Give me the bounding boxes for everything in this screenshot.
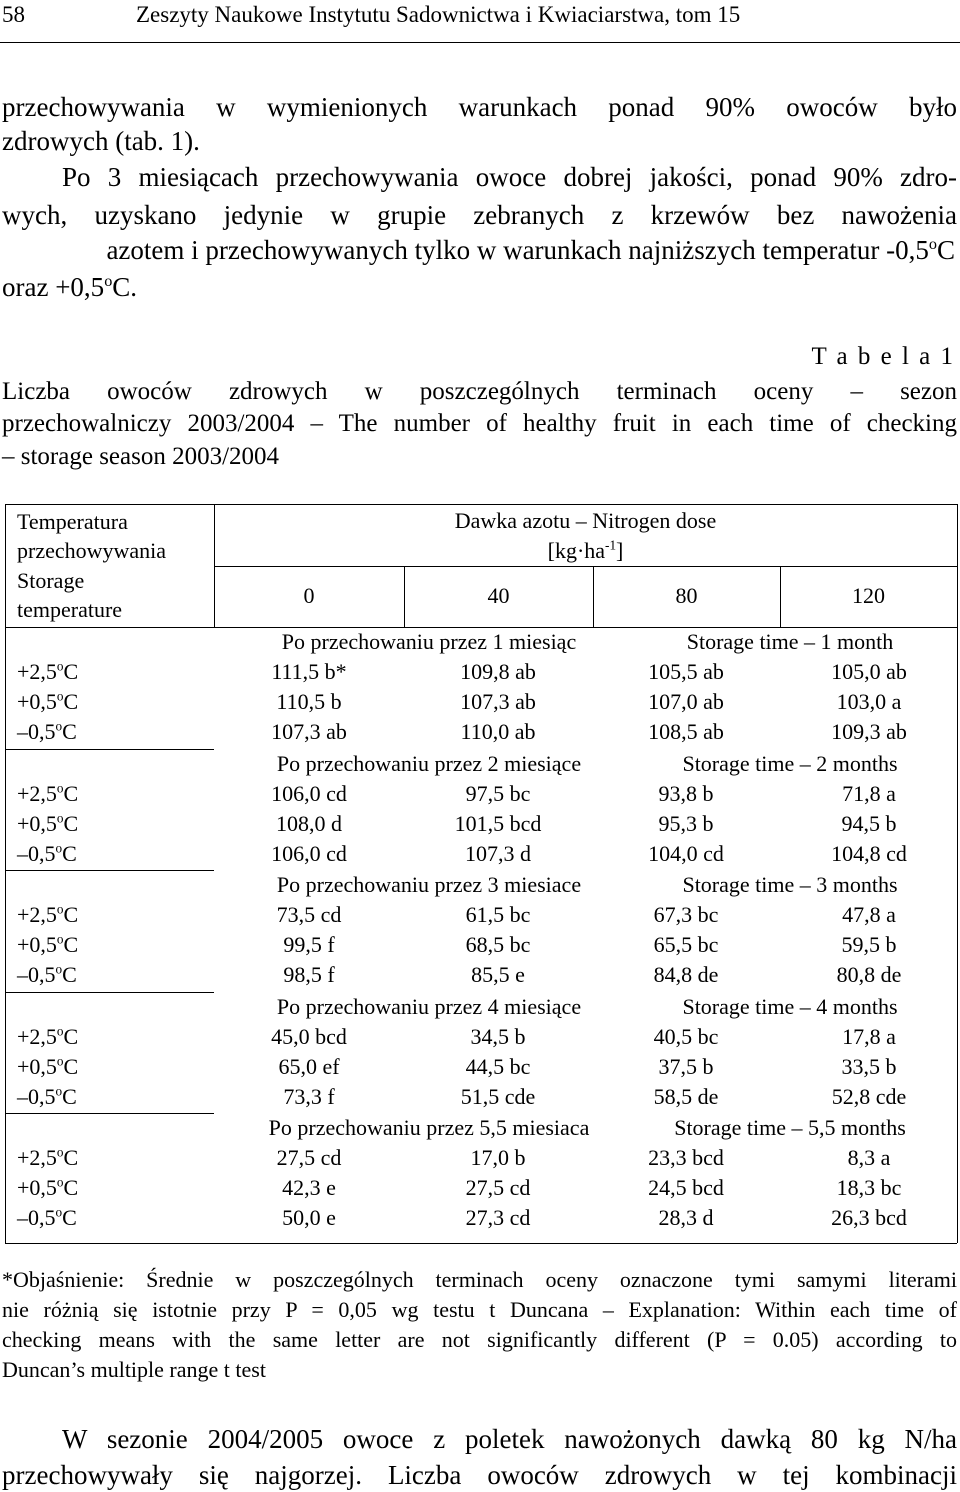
text-line: Po 3 miesiącach przechowywania owoce dobrej jakości, ponad 90% zdro- — [62, 162, 957, 192]
table-cell: 98,5 f — [283, 962, 335, 987]
group-title-en: Storage time – 5,5 months — [674, 1115, 906, 1140]
temperature-cell: $+0,5^oC$ — [17, 1174, 79, 1200]
temperature-cell: –0,5$^o$C — [17, 961, 77, 987]
journal-title: Zeszyty Naukowe Instytutu Sadownictwa i Kwiaciarstwa, tom 15 — [136, 2, 741, 27]
table-cell: 108,5 ab — [648, 719, 724, 744]
table-cell: 42,3 e — [282, 1175, 336, 1200]
table-cell: 107,3 ab — [460, 689, 536, 714]
table-cell: 94,5 b — [841, 810, 897, 836]
table-cell: 101,5 bcd — [454, 810, 542, 836]
text-line: oraz $+0,5^oC$. — [2, 272, 138, 302]
table-cell: 28,3 d — [658, 1205, 714, 1230]
temperature-cell: –0,5$^o$C — [17, 1083, 77, 1109]
table-cell: 93,8 b — [658, 780, 714, 806]
footnote-line: nie różnią się istotnie przy P = 0,05 wg testu t Duncana – Explanation: Within each time of — [2, 1297, 957, 1322]
group-title-en: Storage time – 4 months — [682, 993, 898, 1019]
table-cell: 65,5 bc — [653, 932, 719, 957]
group-title-pl: Po przechowaniu przez 1 miesiąc — [281, 629, 577, 654]
table-cell: 84,8 de — [653, 962, 719, 987]
table-cell: 111,5 b* — [271, 659, 347, 684]
footnote-line: *Objaśnienie: Średnie w poszczególnych terminach oceny oznaczone tymi samymi literami — [2, 1267, 957, 1292]
table-cell: 45,0 bcd — [271, 1023, 347, 1049]
dose-40: 40 — [487, 583, 510, 608]
table-cell: 8,3 a — [847, 1145, 891, 1170]
table-cell: 24,5 bcd — [648, 1175, 724, 1200]
temperature-cell: $+0,5^oC$ — [17, 810, 79, 836]
group-divider — [5, 992, 214, 993]
table-cell: 73,5 cd — [276, 902, 342, 927]
table-cell: 40,5 bc — [653, 1023, 719, 1049]
table-cell: 47,8 a — [842, 902, 896, 927]
temperature-cell: –0,5$^o$C — [17, 718, 77, 744]
table-cell: 17,8 a — [842, 1023, 896, 1049]
table-cell: 105,5 ab — [648, 659, 724, 684]
caption-line: przechowalniczy 2003/2004 – The number of healthy fruit in each time of checking — [2, 410, 957, 437]
header-temperature-pl: Temperatura — [17, 509, 128, 534]
table-cell: 106,0 cd — [271, 780, 347, 806]
table-cell: 99,5 f — [283, 932, 335, 957]
temperature-cell: $+0,5^oC$ — [17, 931, 79, 957]
table-cell: 71,8 a — [842, 780, 896, 806]
table-cell: 104,8 cd — [831, 840, 907, 866]
group-title-en: Storage time – 2 months — [682, 750, 898, 776]
table-cell: 27,5 cd — [276, 1145, 342, 1170]
table-cell: 104,0 cd — [648, 840, 724, 866]
text-line: W sezonie 2004/2005 owoce z poletek nawożonych dawką 80 kg N/ha — [62, 1424, 957, 1454]
temperature-cell: –0,5$^o$C — [17, 840, 77, 866]
table-cell: 18,3 bc — [836, 1175, 902, 1200]
group-title-en: Storage time – 3 months — [682, 872, 898, 897]
group-title-pl: Po przechowaniu przez 5,5 miesiaca — [268, 1115, 590, 1140]
table-cell: 110,0 ab — [460, 719, 536, 744]
header-dose-unit: $[kg\cdot ha^{-1}]$ — [547, 537, 624, 563]
table-bottom-rule — [5, 1243, 957, 1244]
group-title-pl: Po przechowaniu przez 2 miesiące — [276, 750, 582, 776]
caption-line: Liczba owoców zdrowych w poszczególnych terminach oceny – sezon — [2, 378, 957, 405]
table-cell: 27,5 cd — [465, 1175, 531, 1200]
table-dose-rule — [214, 566, 957, 567]
text-line: azotem i przechowywanych tylko w warunkach najniższych temperatur -0,5$^o$C — [106, 235, 955, 265]
header-rule — [0, 42, 960, 43]
table-top-rule — [5, 504, 957, 505]
table-cell: 27,3 cd — [465, 1205, 531, 1230]
table-cell: 26,3 bcd — [831, 1205, 907, 1230]
table-cell: 109,3 ab — [831, 719, 907, 744]
temperature-cell: $+0,5^oC$ — [17, 688, 79, 714]
table-cell: 34,5 b — [470, 1023, 526, 1049]
temperature-cell: $+0,5^oC$ — [17, 1053, 79, 1079]
table-cell: 80,8 de — [836, 962, 902, 987]
table-cell: 109,8 ab — [460, 659, 536, 684]
group-divider — [5, 749, 214, 750]
header-dose: Dawka azotu – Nitrogen dose — [454, 508, 717, 533]
table-right-rule — [957, 504, 958, 1243]
dose-80: 80 — [675, 583, 698, 608]
table-cell: 110,5 b — [276, 689, 342, 714]
text-line: zdrowych (tab. 1). — [2, 126, 200, 156]
header-temperature-en: Storage — [17, 568, 85, 593]
table-cell: 33,5 b — [841, 1053, 897, 1079]
temperature-cell: $+2,5^oC$ — [17, 658, 79, 684]
page-number: 58 — [2, 2, 25, 27]
header-temperature-pl: przechowywania — [17, 538, 167, 563]
temperature-cell: –0,5$^o$C — [17, 1204, 77, 1230]
header-temperature-en: temperature — [17, 597, 123, 622]
temperature-cell: $+2,5^oC$ — [17, 1144, 79, 1170]
table-cell: 107,3 ab — [271, 719, 347, 744]
table-cell: 85,5 e — [471, 962, 525, 987]
table-cell: 44,5 bc — [465, 1053, 531, 1079]
temperature-cell: $+2,5^oC$ — [17, 1023, 79, 1049]
table-cell: 59,5 b — [841, 932, 897, 957]
table-label: T a b e l a 1 — [811, 343, 955, 370]
table-cell: 106,0 cd — [271, 840, 347, 866]
group-divider — [5, 1113, 214, 1114]
group-title-en: Storage time – 1 month — [686, 629, 894, 654]
text-line: wych, uzyskano jedynie w grupie zebranych z krzewów bez nawożenia — [2, 200, 957, 230]
caption-line: – storage season 2003/2004 — [2, 443, 280, 470]
table-cell: 37,5 b — [658, 1053, 714, 1079]
text-line: przechowywania w wymienionych warunkach ponad 90% owoców było — [2, 92, 957, 122]
table-cell: 68,5 bc — [465, 932, 531, 957]
table-cell: 50,0 e — [282, 1205, 336, 1230]
table-left-rule — [5, 504, 6, 1243]
table-cell: 52,8 cde — [831, 1083, 907, 1109]
table-cell: 23,3 bcd — [648, 1145, 724, 1170]
table-cell: 73,3 f — [283, 1083, 335, 1109]
text-line: przechowywały się najgorzej. Liczba owoców zdrowych w tej kombinacji — [2, 1460, 957, 1490]
table-cell: 105,0 ab — [831, 659, 907, 684]
table-cell: 107,0 ab — [648, 689, 724, 714]
table-cell: 65,0 ef — [278, 1053, 340, 1079]
dose-0: 0 — [303, 583, 315, 608]
group-divider — [5, 870, 214, 871]
group-title-pl: Po przechowaniu przez 3 miesiace — [276, 872, 582, 897]
footnote-line: Duncan’s multiple range t test — [2, 1357, 266, 1382]
group-title-pl: Po przechowaniu przez 4 miesiące — [276, 993, 582, 1019]
table-cell: 103,0 a — [836, 689, 902, 714]
table-cell: 108,0 d — [276, 810, 342, 836]
table-cell: 51,5 cde — [460, 1083, 536, 1109]
table-cell: 67,3 bc — [653, 902, 719, 927]
footnote-line: checking means with the same letter are not significantly different (P = 0.05) according to — [2, 1327, 957, 1352]
temperature-cell: $+2,5^oC$ — [17, 780, 79, 806]
dose-120: 120 — [852, 583, 885, 608]
table-cell: 58,5 de — [653, 1083, 719, 1109]
table-cell: 97,5 bc — [465, 780, 531, 806]
temperature-cell: $+2,5^oC$ — [17, 901, 79, 927]
table-cell: 17,0 b — [470, 1145, 526, 1170]
table-cell: 95,3 b — [658, 810, 714, 836]
table-cell: 61,5 bc — [465, 902, 531, 927]
table-cell: 107,3 d — [465, 840, 531, 866]
